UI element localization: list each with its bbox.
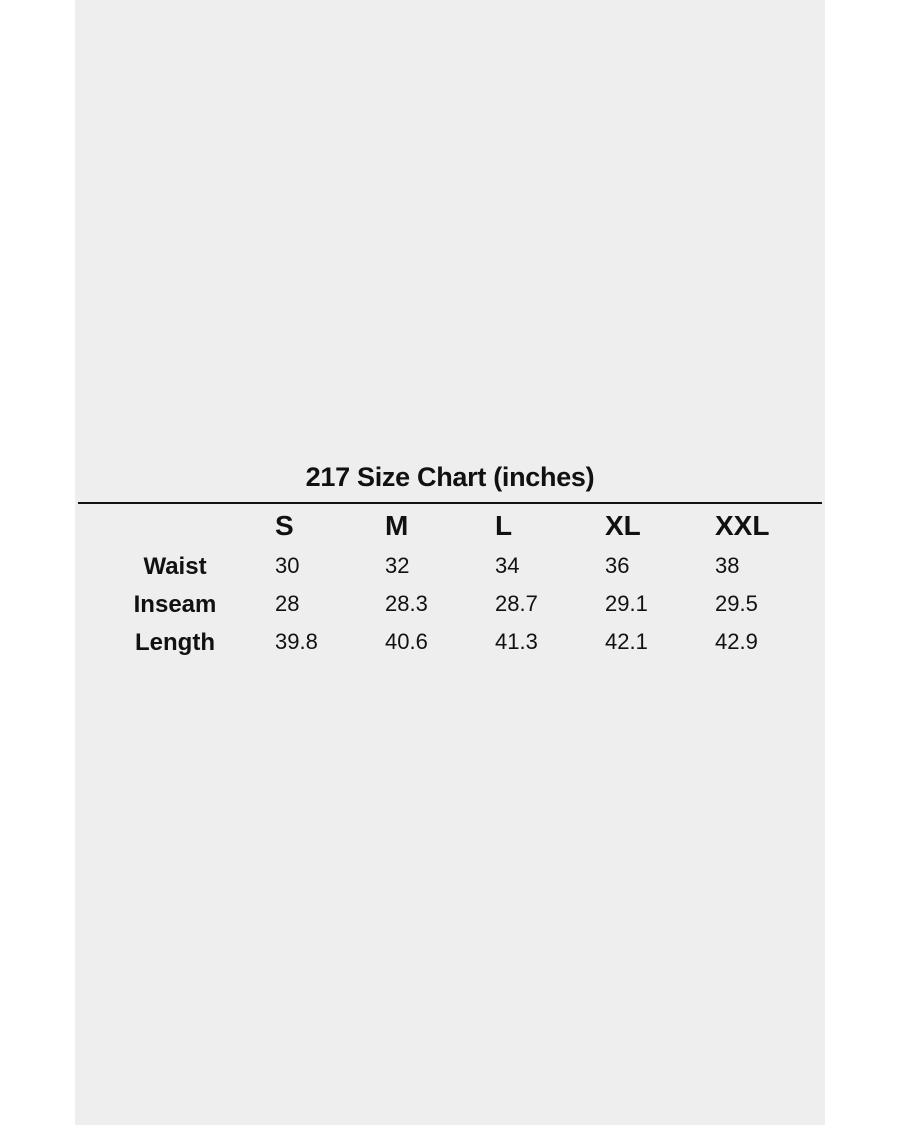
table-cell: 40.6 xyxy=(385,629,428,654)
column-header-xxl: XXL xyxy=(715,510,770,541)
row-label-length: Length xyxy=(135,629,215,656)
column-header-m: M xyxy=(385,510,409,541)
table-cell: 32 xyxy=(385,553,410,578)
table-cell: 42.9 xyxy=(715,629,758,654)
table-cell: 28.7 xyxy=(495,591,538,616)
title-divider xyxy=(78,502,822,504)
table-cell: 30 xyxy=(275,553,300,578)
table-cell: 34 xyxy=(495,553,520,578)
table-cell: 29.1 xyxy=(605,591,648,616)
column-header-l: L xyxy=(495,510,513,541)
size-chart-page xyxy=(75,0,825,1125)
row-label-inseam: Inseam xyxy=(133,591,217,618)
row-label-waist: Waist xyxy=(143,553,207,580)
table-cell: 36 xyxy=(605,553,630,578)
table-cell: 28.3 xyxy=(385,591,428,616)
table-cell: 29.5 xyxy=(715,591,758,616)
column-header-s: S xyxy=(275,510,294,541)
table-cell: 38 xyxy=(715,553,740,578)
table-cell: 42.1 xyxy=(605,629,648,654)
table-cell: 41.3 xyxy=(495,629,538,654)
chart-title: 217 Size Chart (inches) xyxy=(305,462,595,492)
column-header-xl: XL xyxy=(605,510,641,541)
table-cell: 39.8 xyxy=(275,629,318,654)
table-cell: 28 xyxy=(275,591,300,616)
